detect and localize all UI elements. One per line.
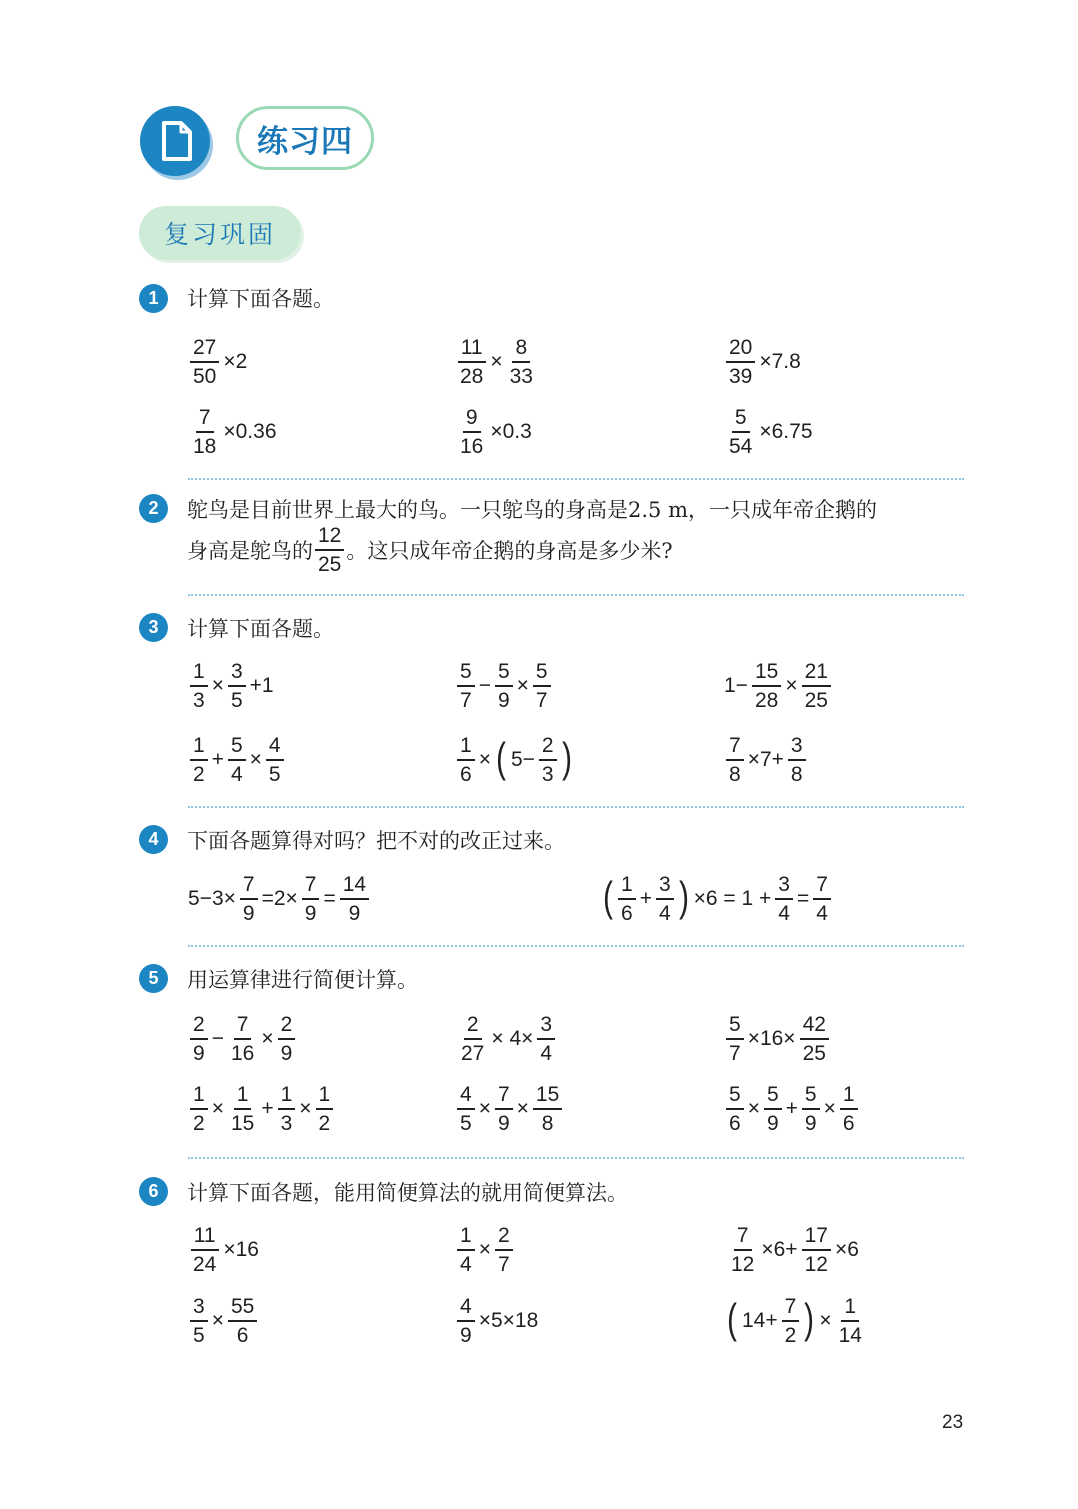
denominator: 7 [497,1253,510,1276]
fraction [457,1225,475,1275]
question-number: 5 [139,964,168,993]
operator-text: +1 [249,674,274,697]
denominator: 8 [729,763,741,786]
numerator: 1 [190,1084,208,1110]
fraction [228,661,246,711]
fraction [728,1225,757,1275]
denominator: 2 [193,1112,205,1135]
operator-text: × [478,748,491,771]
numerator: 1 [841,1296,859,1322]
denominator: 4 [816,902,828,925]
numerator: 7 [726,735,744,761]
denominator: 4 [658,902,671,925]
fraction [802,1084,820,1134]
denominator: 5 [460,1112,472,1135]
math-expression [455,399,534,465]
fraction [775,874,793,924]
operator-text: × 4× [491,1027,534,1050]
numerator: 3 [190,1296,208,1322]
numerator: 4 [266,735,284,761]
fraction [316,1084,334,1134]
numerator: 3 [656,874,674,900]
operator-text: 1− [724,674,748,697]
operator-text: × [249,748,262,771]
question-number: 3 [139,613,168,642]
fraction [278,1014,296,1064]
numerator: 1 [234,1084,252,1110]
numerator: 3 [788,735,806,761]
fraction [240,874,258,924]
operator-text: =2× [261,887,298,910]
math-expression [455,653,553,719]
math-expression [726,1217,861,1283]
separator [188,1157,964,1159]
fraction [190,1296,208,1346]
denominator: 33 [509,365,533,388]
fraction [457,1296,475,1346]
operator-text: = [796,887,810,910]
operator-text: ×7.8 [759,350,801,373]
section-label: 复习巩固 [139,206,301,260]
denominator: 7 [535,689,548,712]
denominator: 24 [193,1253,217,1276]
fraction [782,1296,800,1346]
numerator: 5 [457,661,475,687]
operator-text: × [747,1097,760,1120]
operator-text: × [490,350,503,373]
numerator: 3 [775,874,793,900]
numerator: 1 [278,1084,296,1110]
operator-text: ×5×18 [478,1309,539,1332]
denominator: 5 [193,1324,205,1347]
numerator: 14 [340,874,369,900]
denominator: 9 [242,902,255,925]
fraction [495,1084,513,1134]
fraction [533,661,551,711]
fraction [266,735,284,785]
numerator: 7 [196,407,214,433]
numerator: 1 [190,735,208,761]
operator-text: × [261,1027,274,1050]
numerator: 2 [539,735,557,761]
denominator: 8 [541,1112,554,1135]
numerator: 2 [190,1014,208,1040]
fraction [190,1084,208,1134]
fraction [190,337,219,387]
question-text: 下面各题算得对吗？把不对的改正过来。 [187,829,565,853]
operator-text: 14+ [742,1309,778,1332]
fraction [802,1225,831,1275]
numerator: 1 [618,874,636,900]
numerator: 21 [802,661,831,687]
numerator: 7 [782,1296,800,1322]
denominator: 16 [460,435,484,458]
fraction [836,1296,865,1346]
operator-text: × [211,674,224,697]
numerator: 9 [463,407,481,433]
math-expression [188,399,279,465]
math-expression [724,399,815,465]
numerator: 2 [495,1225,513,1251]
fraction [618,874,636,924]
operator-text: ×2 [223,350,248,373]
numerator: 7 [734,1225,752,1251]
math-expression [600,866,833,932]
operator-text: 5− [510,748,535,771]
numerator: 55 [228,1296,257,1322]
math-expression [455,727,575,793]
document-badge [140,106,210,176]
fraction [726,1014,744,1064]
numerator: 3 [228,661,246,687]
fraction [228,1296,257,1346]
numerator: 11 [458,337,486,363]
numerator: 5 [726,1084,744,1110]
numerator: 5 [495,661,513,687]
question-number: 2 [139,494,168,523]
operator-text: × [478,1238,491,1261]
math-expression [188,653,276,719]
fraction [457,337,486,387]
denominator: 25 [804,689,828,712]
fraction [533,1084,562,1134]
fraction [228,735,246,785]
denominator: 9 [766,1112,779,1135]
math-expression [188,329,249,395]
math-expression [724,727,808,793]
numerator: 42 [800,1014,829,1040]
math-expression [724,329,803,395]
denominator: 9 [497,689,510,712]
math-expression [188,1288,259,1354]
numerator: 4 [457,1084,475,1110]
numerator: 1 [316,1084,334,1110]
operator-text: × [516,1097,529,1120]
operator-text: ×7+ [747,748,784,771]
operator-text: × [478,1097,491,1120]
question-text-line2-start: 身高是鸵鸟的 [187,539,313,563]
math-expression [456,1006,557,1072]
exercise-title: 练习四 [236,106,374,170]
operator-text: + [785,1097,798,1120]
denominator: 8 [790,763,803,786]
denominator: 6 [460,763,472,786]
operator-text: × [299,1097,312,1120]
operator-text: × [516,674,529,697]
fraction [813,874,831,924]
denominator: 4 [230,763,243,786]
denominator: 39 [729,365,753,388]
numerator: 5 [732,407,750,433]
operator-text: ×16× [747,1027,796,1050]
separator [188,594,964,596]
fraction [228,1014,257,1064]
denominator: 2 [193,763,205,786]
denominator: 4 [460,1253,472,1276]
operator-text: − [211,1027,224,1050]
fraction [726,735,744,785]
math-expression [188,727,286,793]
document-icon [140,106,210,176]
numerator: 3 [537,1014,555,1040]
numerator: 7 [234,1014,252,1040]
numerator: 7 [302,874,320,900]
numerator: 15 [752,661,781,687]
denominator: 9 [460,1324,472,1347]
fraction [340,874,369,924]
denominator: 6 [842,1112,855,1135]
fraction [190,661,208,711]
operator-text: = [323,887,336,910]
numerator: 15 [533,1084,562,1110]
denominator: 25 [318,553,342,576]
math-expression [724,1076,860,1142]
numerator: 8 [512,337,530,363]
parenthesis: ( [727,1295,737,1342]
separator [188,806,964,808]
math-expression [455,1076,564,1142]
fraction [302,874,320,924]
parenthesis: ) [804,1295,815,1342]
denominator: 12 [731,1253,755,1276]
denominator: 50 [193,365,217,388]
fraction [315,525,344,575]
operator-text: × [819,1309,832,1332]
denominator: 3 [193,689,205,712]
parenthesis: ( [496,734,506,781]
fraction [800,1014,829,1064]
math-expression [188,1006,297,1072]
denominator: 6 [729,1112,741,1135]
question-number: 6 [139,1177,168,1206]
math-expression [186,866,371,932]
question-text-line1: 鸵鸟是目前世界上最大的鸟。一只鸵鸟的身高是2.5 m，一只成年帝企鹅的 [187,498,877,522]
separator [188,478,964,480]
question-text-line2 [187,518,673,582]
fraction [656,874,674,924]
denominator: 15 [230,1112,255,1135]
fraction [802,661,831,711]
math-expression [722,653,833,719]
numerator: 17 [802,1225,831,1251]
fraction [190,1014,208,1064]
operator-text: ×6 [834,1238,859,1261]
question-text: 计算下面各题。 [187,617,334,641]
fraction [495,1225,513,1275]
operator-text: ×0.3 [490,420,532,443]
numerator: 7 [240,874,258,900]
denominator: 2 [784,1324,797,1347]
fraction [278,1084,296,1134]
fraction [458,1014,487,1064]
question-text: 计算下面各题。 [187,287,334,311]
operator-text: × [823,1097,836,1120]
denominator: 3 [280,1112,293,1135]
numerator: 1 [457,1225,475,1251]
operator-text: × [785,674,798,697]
numerator: 20 [726,337,755,363]
operator-text: + [211,748,224,771]
fraction [228,1084,257,1134]
math-expression [188,1217,261,1283]
operator-text: ×16 [223,1238,259,1261]
operator-text: ×6 = 1 + [693,887,772,910]
fraction [537,1014,555,1064]
numerator: 27 [190,337,219,363]
denominator: 9 [497,1112,510,1135]
numerator: 7 [813,874,831,900]
numerator: 4 [457,1296,475,1322]
numerator: 5 [533,661,551,687]
operator-text: + [639,887,652,910]
denominator: 4 [540,1042,553,1065]
page-number: 23 [942,1412,964,1433]
operator-text: + [261,1097,274,1120]
operator-text: × [211,1097,224,1120]
question-number: 4 [139,825,168,854]
fraction [457,407,486,457]
math-expression [188,1076,335,1142]
denominator: 14 [838,1324,862,1347]
math-expression [455,1288,540,1354]
denominator: 2 [318,1112,331,1135]
denominator: 7 [460,689,472,712]
fraction [190,735,208,785]
operator-text: ×6.75 [759,420,813,443]
numerator: 1 [840,1084,858,1110]
denominator: 54 [729,435,753,458]
fraction [752,661,781,711]
denominator: 6 [621,902,633,925]
question-text: 计算下面各题，能用简便算法的就用简便算法。 [187,1181,628,1205]
fraction [190,407,219,457]
denominator: 16 [230,1042,255,1065]
separator [188,945,964,947]
numerator: 5 [764,1084,782,1110]
numerator: 2 [278,1014,296,1040]
parenthesis: ) [561,734,572,781]
fraction [726,407,755,457]
fraction [726,337,755,387]
numerator: 1 [190,661,208,687]
fraction [507,337,536,387]
fraction [840,1084,858,1134]
operator-text: 5−3× [188,887,236,910]
numerator: 11 [191,1225,219,1251]
denominator: 4 [778,902,790,925]
denominator: 28 [754,689,779,712]
denominator: 9 [304,902,317,925]
numerator: 7 [495,1084,513,1110]
numerator: 2 [464,1014,482,1040]
question-text-line2-end: 。这只成年帝企鹅的身高是多少米? [346,539,673,563]
math-expression [724,1006,831,1072]
denominator: 9 [804,1112,817,1135]
fraction [788,735,806,785]
math-expression [455,1217,515,1283]
fraction [457,735,475,785]
fraction [726,1084,744,1134]
denominator: 6 [236,1324,249,1347]
fraction [764,1084,782,1134]
numerator: 5 [802,1084,820,1110]
fraction [539,735,557,785]
parenthesis: ( [603,873,613,920]
fraction [457,661,475,711]
numerator: 12 [315,525,344,551]
numerator: 1 [457,735,475,761]
question-text: 用运算律进行简便计算。 [187,968,418,992]
denominator: 28 [460,365,484,388]
denominator: 25 [802,1042,826,1065]
numerator: 5 [726,1014,744,1040]
denominator: 9 [348,902,361,925]
denominator: 5 [268,763,281,786]
math-expression [724,1288,867,1354]
denominator: 9 [280,1042,293,1065]
question-number: 1 [139,284,168,313]
operator-text: ×6+ [761,1238,798,1261]
denominator: 9 [193,1042,205,1065]
math-expression [455,329,538,395]
operator-text: × [211,1309,224,1332]
denominator: 12 [804,1253,828,1276]
operator-text: − [478,674,491,697]
denominator: 27 [461,1042,485,1065]
denominator: 18 [193,435,217,458]
denominator: 7 [729,1042,741,1065]
fraction [190,1225,219,1275]
fraction [495,661,513,711]
fraction [457,1084,475,1134]
operator-text: ×0.36 [223,420,277,443]
denominator: 3 [541,763,554,786]
numerator: 5 [228,735,246,761]
parenthesis: ) [678,873,689,920]
denominator: 5 [230,689,243,712]
